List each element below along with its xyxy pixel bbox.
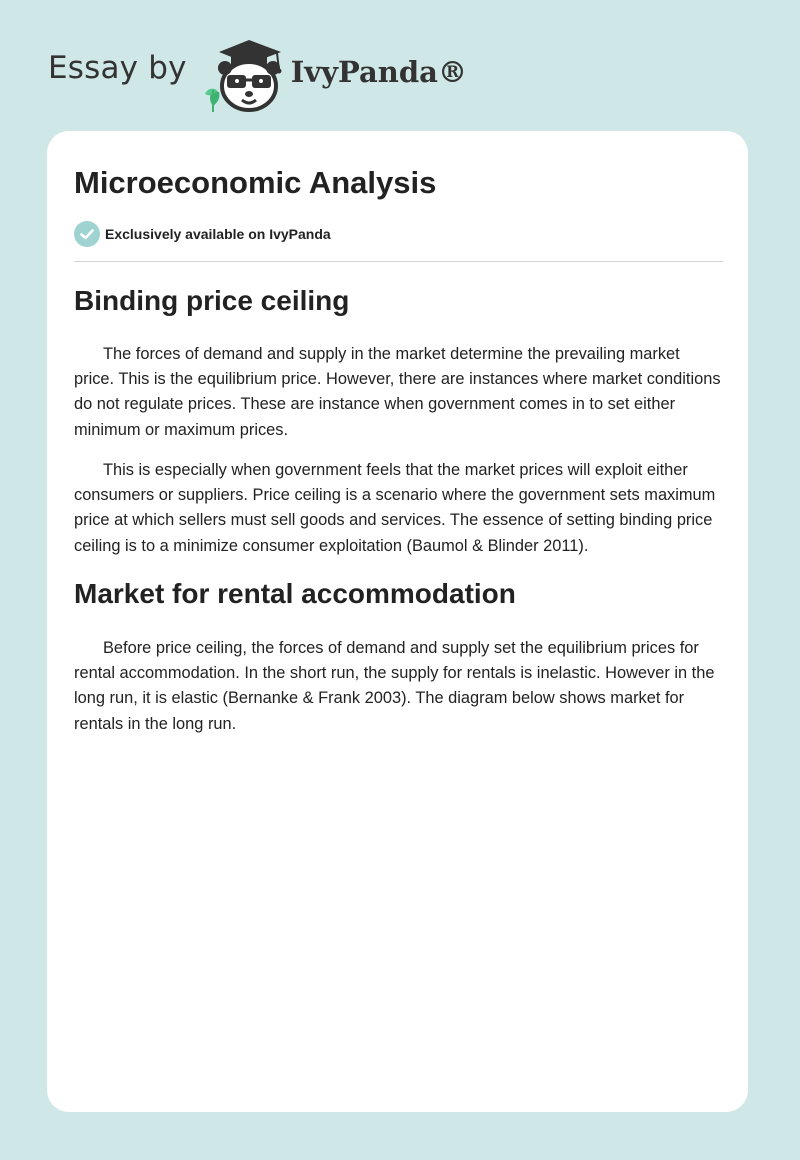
title-divider: [74, 261, 723, 262]
site-header: [48, 34, 508, 114]
badge-label: Exclusively available on IvyPanda: [105, 226, 331, 242]
logo-link[interactable]: [201, 34, 467, 114]
brand-name: IvyPanda®: [290, 55, 467, 89]
page-title: Microeconomic Analysis: [74, 165, 437, 200]
paragraph: Before price ceiling, the forces of demand and supply set the equilibrium prices for rental accommodation. In the short run, the supply for rentals is inelastic. However in the long run, it is elastic (Bernanke & Frank 2003). The diagram below shows market for rentals in the long run.: [74, 639, 715, 733]
exclusive-badge: [74, 221, 331, 247]
essay-card: [47, 131, 748, 1112]
section-heading-binding-price-ceiling: Binding price ceiling: [74, 285, 350, 316]
paragraph: This is especially when government feels that the market prices will exploit either consumers or suppliers. Price ceiling is a scenario where the government sets maximum price at which sellers must sell goods and services. The essence of setting binding price ceiling is to a minimize consumer exploitation (Baumol & Blinder 2011).: [74, 461, 716, 555]
brand-prefix: Essay by: [48, 50, 187, 86]
section-heading-market-for-rental-accommodation: Market for rental accommodation: [74, 578, 516, 609]
paragraph: The forces of demand and supply in the market determine the prevailing market price. This is the equilibrium price. However, there are instances where market conditions do not regulate prices. These are instance when government comes in to set either minimum or maximum prices.: [74, 345, 721, 439]
panda-graduate-icon: [201, 34, 293, 114]
check-circle-icon: [74, 221, 100, 247]
